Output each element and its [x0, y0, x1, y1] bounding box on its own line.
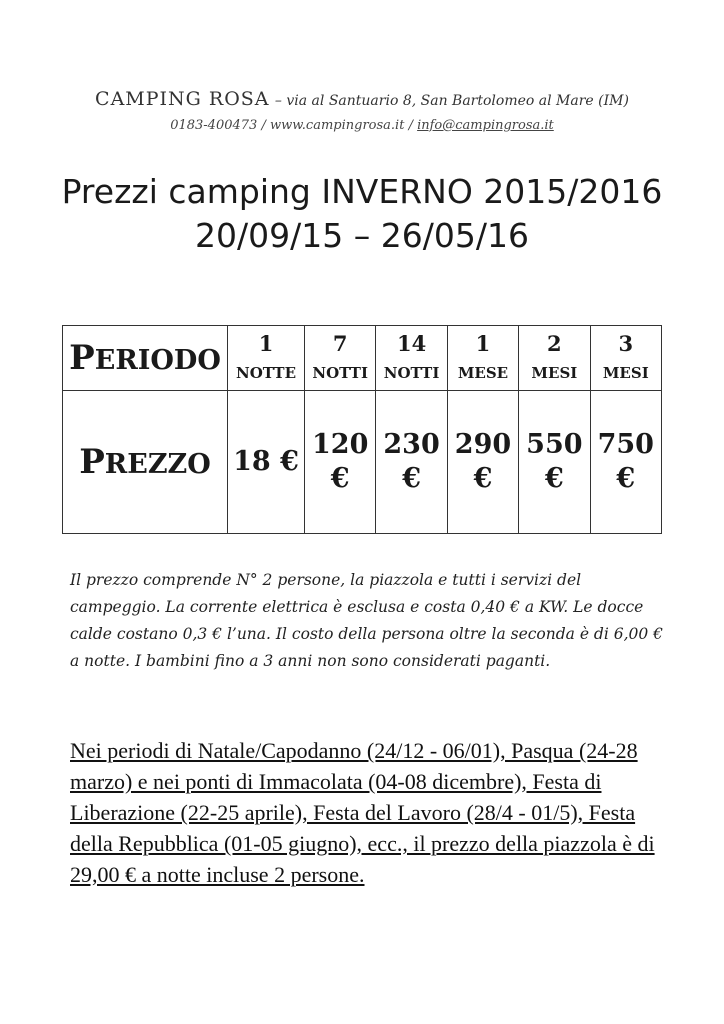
- camping-address: – via al Santuario 8, San Bartolomeo al Mare (IM): [274, 93, 629, 109]
- title-season: Prezzi camping INVERNO 2015/2016: [61, 172, 663, 211]
- period-cell: 7 NOTTI: [305, 326, 376, 391]
- holiday-price-notice: Nei periodi di Natale/Capodanno (24/12 - 06/01), Pasqua (24-28 marzo) e nei ponti di Immacolata (04-08 dicembre), Festa di Liberazione (22-25 aprile), Festa del Lavoro (28/4 - 01/5), Festa della Repubblica (01-05 giugno), ecc., il prezzo della piazzola è di 29,00 € a notte incluse 2 persone.: [70, 738, 655, 887]
- phone-and-website: 0183-400473 / www.campingrosa.it /: [170, 118, 413, 133]
- header-contact-line: [0, 118, 724, 133]
- period-row: [63, 326, 662, 391]
- period-label: PERIODO: [63, 326, 228, 391]
- title-dates: 20/09/15 – 26/05/16: [195, 216, 529, 255]
- price-row: [63, 391, 662, 534]
- period-cell: 1 MESE: [447, 326, 518, 391]
- price-cell: 550 €: [519, 391, 590, 534]
- price-cell: 750 €: [590, 391, 661, 534]
- price-inclusions-note: Il prezzo comprende N° 2 persone, la piazzola e tutti i servizi del campeggio. La corrente elettrica è esclusa e costa 0,40 € a KW. Le docce calde costano 0,3 € l’una. Il costo della persona oltre la seconda è di 6,00 € a notte. I bambini fino a 3 anni non sono considerati paganti.: [70, 571, 664, 670]
- period-cell: 1 NOTTE: [228, 326, 305, 391]
- price-cell: 290 €: [447, 391, 518, 534]
- page-title: [0, 170, 724, 258]
- price-table: [62, 325, 662, 534]
- price-cell: 18 €: [228, 391, 305, 534]
- price-label: PREZZO: [63, 391, 228, 534]
- period-cell: 2 MESI: [519, 326, 590, 391]
- period-cell: 14 NOTTI: [376, 326, 447, 391]
- camping-name: CAMPING ROSA: [95, 88, 270, 110]
- period-cell: 3 MESI: [590, 326, 661, 391]
- price-cell: 120 €: [305, 391, 376, 534]
- price-cell: 230 €: [376, 391, 447, 534]
- header-address-line: [0, 88, 724, 110]
- email-link[interactable]: info@campingrosa.it: [417, 118, 554, 133]
